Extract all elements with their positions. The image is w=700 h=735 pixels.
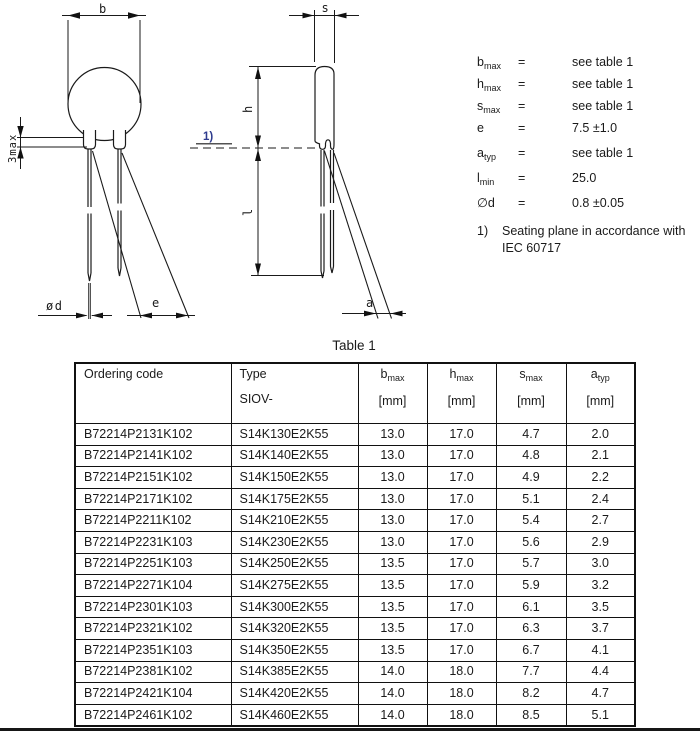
value-cell: 5.1 xyxy=(566,704,635,726)
ordering-code-cell: B72214P2381K102 xyxy=(75,661,231,683)
arrowhead-icon xyxy=(128,12,140,18)
varistor-disc-outline xyxy=(68,68,141,141)
equals-sign: = xyxy=(518,121,526,135)
splayed-lead-line xyxy=(325,151,379,319)
value-cell: 4.4 xyxy=(566,661,635,683)
legend-symbol: ∅d xyxy=(477,196,495,210)
value-cell: 17.0 xyxy=(427,639,496,661)
value-cell: 13.0 xyxy=(358,467,427,489)
arrowhead-icon xyxy=(76,313,88,319)
value-cell: 14.0 xyxy=(358,704,427,726)
value-cell: 5.7 xyxy=(496,553,566,575)
arrowhead-icon xyxy=(335,13,347,19)
arrowhead-icon xyxy=(391,311,403,317)
footer-rule xyxy=(0,728,700,731)
equals-sign: = xyxy=(518,77,526,91)
table-row xyxy=(75,424,635,446)
note-marker: 1) xyxy=(477,224,489,238)
value-cell: 13.0 xyxy=(358,424,427,446)
legend-row xyxy=(477,56,633,73)
value-cell: 17.0 xyxy=(427,445,496,467)
type-cell: S14K140E2K55 xyxy=(231,445,358,467)
table-body xyxy=(75,424,635,727)
col-header-type: Type SIOV- xyxy=(231,363,358,424)
value-cell: 13.5 xyxy=(358,575,427,597)
legend-value: 0.8 ±0.05 xyxy=(572,196,625,210)
dimension-drawings xyxy=(0,0,470,340)
type-cell: S14K150E2K55 xyxy=(231,467,358,489)
note-text: Seating plane in accordance with IEC 60717 xyxy=(502,224,686,255)
value-cell: 17.0 xyxy=(427,531,496,553)
value-cell: 2.0 xyxy=(566,424,635,446)
legend-symbol: $s_{max}$ xyxy=(477,99,501,115)
value-cell: 18.0 xyxy=(427,661,496,683)
value-cell: 18.0 xyxy=(427,683,496,705)
value-cell: 5.9 xyxy=(496,575,566,597)
ordering-code-cell: B72214P2151K102 xyxy=(75,467,231,489)
legend-row xyxy=(477,100,633,117)
value-cell: 14.0 xyxy=(358,661,427,683)
front-view-drawing xyxy=(7,2,195,319)
value-cell: 13.0 xyxy=(358,445,427,467)
col-header-smax: $s_{max}$ [mm] xyxy=(496,363,566,424)
table-row xyxy=(75,575,635,597)
table-row xyxy=(75,683,635,705)
arrowhead-icon xyxy=(255,149,261,161)
ordering-code-cell: B72214P2251K103 xyxy=(75,553,231,575)
dim-label-b: b xyxy=(99,2,107,16)
table-row xyxy=(75,618,635,640)
table-row xyxy=(75,445,635,467)
value-cell: 2.4 xyxy=(566,488,635,510)
value-cell: 6.7 xyxy=(496,639,566,661)
type-cell: S14K320E2K55 xyxy=(231,618,358,640)
legend-value: see table 1 xyxy=(572,99,634,113)
dim-label-e: e xyxy=(152,296,160,310)
type-cell: S14K130E2K55 xyxy=(231,424,358,446)
ordering-code-cell: B72214P2231K103 xyxy=(75,531,231,553)
arrowhead-icon xyxy=(68,12,80,18)
legend-symbol: $h_{max}$ xyxy=(477,77,501,93)
legend-value: see table 1 xyxy=(572,55,634,69)
col-header-hmax: $h_{max}$ [mm] xyxy=(427,363,496,424)
value-cell: 2.2 xyxy=(566,467,635,489)
dim-label-3max: 3max xyxy=(7,133,19,163)
splayed-lead-line xyxy=(334,153,392,319)
varistor-body-profile xyxy=(315,67,334,145)
arrowhead-icon xyxy=(255,136,261,148)
value-cell: 13.0 xyxy=(358,510,427,532)
value-cell: 13.5 xyxy=(358,618,427,640)
equals-sign: = xyxy=(518,55,526,69)
arrowhead-icon xyxy=(303,13,315,19)
table-row xyxy=(75,661,635,683)
value-cell: 4.7 xyxy=(496,424,566,446)
type-cell: S14K230E2K55 xyxy=(231,531,358,553)
legend-row xyxy=(477,172,633,189)
value-cell: 3.2 xyxy=(566,575,635,597)
value-cell: 3.0 xyxy=(566,553,635,575)
table-row xyxy=(75,531,635,553)
arrowhead-icon xyxy=(364,311,376,317)
type-cell: S14K275E2K55 xyxy=(231,575,358,597)
table-row xyxy=(75,467,635,489)
dimension-legend xyxy=(477,56,633,222)
value-cell: 17.0 xyxy=(427,553,496,575)
legend-value: see table 1 xyxy=(572,146,634,160)
value-cell: 14.0 xyxy=(358,683,427,705)
dimensions-table xyxy=(74,362,636,727)
value-cell: 5.6 xyxy=(496,531,566,553)
dim-label-s: s xyxy=(321,1,329,15)
ordering-code-cell: B72214P2211K102 xyxy=(75,510,231,532)
type-cell: S14K385E2K55 xyxy=(231,661,358,683)
ordering-code-cell: B72214P2301K103 xyxy=(75,596,231,618)
value-cell: 4.8 xyxy=(496,445,566,467)
side-view-drawing xyxy=(190,1,406,319)
legend-symbol: $b_{max}$ xyxy=(477,55,501,71)
ordering-code-cell: B72214P2351K103 xyxy=(75,639,231,661)
type-cell: S14K250E2K55 xyxy=(231,553,358,575)
equals-sign: = xyxy=(518,171,526,185)
lead-sleeve-right xyxy=(114,130,126,149)
value-cell: 17.0 xyxy=(427,575,496,597)
value-cell: 2.1 xyxy=(566,445,635,467)
value-cell: 3.7 xyxy=(566,618,635,640)
legend-symbol: $l_{min}$ xyxy=(477,171,495,187)
value-cell: 17.0 xyxy=(427,488,496,510)
legend-row xyxy=(477,197,633,214)
varistor-body-bottom xyxy=(315,140,334,150)
dim-label-l: l xyxy=(241,208,255,216)
type-cell: S14K420E2K55 xyxy=(231,683,358,705)
equals-sign: = xyxy=(518,196,526,210)
legend-symbol: $a_{typ}$ xyxy=(477,146,496,162)
front-leads xyxy=(88,150,121,282)
arrowhead-icon xyxy=(255,264,261,276)
value-cell: 5.4 xyxy=(496,510,566,532)
value-cell: 8.5 xyxy=(496,704,566,726)
value-cell: 17.0 xyxy=(427,596,496,618)
col-header-bmax: $b_{max}$ [mm] xyxy=(358,363,427,424)
dim-label-a: a xyxy=(366,296,374,310)
col-header-ordering-code: Ordering code xyxy=(75,363,231,424)
value-cell: 3.5 xyxy=(566,596,635,618)
value-cell: 6.3 xyxy=(496,618,566,640)
ordering-code-cell: B72214P2321K102 xyxy=(75,618,231,640)
arrowhead-icon xyxy=(255,67,261,79)
table-row xyxy=(75,510,635,532)
legend-value: 25.0 xyxy=(572,171,597,185)
value-cell: 17.0 xyxy=(427,467,496,489)
value-cell: 13.5 xyxy=(358,639,427,661)
arrowhead-icon xyxy=(176,313,188,319)
table-row xyxy=(75,704,635,726)
value-cell: 13.5 xyxy=(358,596,427,618)
type-cell: S14K300E2K55 xyxy=(231,596,358,618)
ordering-code-cell: B72214P2171K102 xyxy=(75,488,231,510)
value-cell: 18.0 xyxy=(427,704,496,726)
col-header-atyp: $a_{typ}$ [mm] xyxy=(566,363,635,424)
splayed-lead-line xyxy=(122,153,189,318)
value-cell: 5.1 xyxy=(496,488,566,510)
seating-plane-marker: 1) xyxy=(203,131,214,143)
ordering-code-cell: B72214P2131K102 xyxy=(75,424,231,446)
value-cell: 4.9 xyxy=(496,467,566,489)
ordering-code-cell: B72214P2141K102 xyxy=(75,445,231,467)
type-cell: S14K460E2K55 xyxy=(231,704,358,726)
value-cell: 17.0 xyxy=(427,618,496,640)
type-cell: S14K210E2K55 xyxy=(231,510,358,532)
ordering-code-cell: B72214P2461K102 xyxy=(75,704,231,726)
equals-sign: = xyxy=(518,99,526,113)
value-cell: 13.0 xyxy=(358,488,427,510)
value-cell: 13.5 xyxy=(358,553,427,575)
table-title: Table 1 xyxy=(332,338,376,353)
value-cell: 6.1 xyxy=(496,596,566,618)
value-cell: 2.7 xyxy=(566,510,635,532)
type-cell: S14K350E2K55 xyxy=(231,639,358,661)
lead-sleeve-left xyxy=(84,130,96,149)
table-row xyxy=(75,488,635,510)
value-cell: 4.7 xyxy=(566,683,635,705)
side-leads xyxy=(321,150,334,278)
legend-row xyxy=(477,122,633,139)
value-cell: 13.0 xyxy=(358,531,427,553)
value-cell: 17.0 xyxy=(427,510,496,532)
value-cell: 7.7 xyxy=(496,661,566,683)
value-cell: 2.9 xyxy=(566,531,635,553)
table-row xyxy=(75,553,635,575)
table-row xyxy=(75,639,635,661)
value-cell: 4.1 xyxy=(566,639,635,661)
ordering-code-cell: B72214P2271K104 xyxy=(75,575,231,597)
dim-label-od: ød xyxy=(46,299,64,313)
legend-value: see table 1 xyxy=(572,77,634,91)
legend-value: 7.5 ±1.0 xyxy=(572,121,618,135)
legend-row xyxy=(477,147,633,164)
legend-symbol: e xyxy=(477,121,484,135)
arrowhead-icon xyxy=(140,313,152,319)
table-row xyxy=(75,596,635,618)
ordering-code-cell: B72214P2421K104 xyxy=(75,683,231,705)
value-cell: 8.2 xyxy=(496,683,566,705)
equals-sign: = xyxy=(518,146,526,160)
table-header-row xyxy=(75,363,635,424)
seating-plane-note xyxy=(477,223,695,257)
type-cell: S14K175E2K55 xyxy=(231,488,358,510)
value-cell: 17.0 xyxy=(427,424,496,446)
legend-row xyxy=(477,78,633,95)
splayed-lead-line xyxy=(93,151,142,318)
dim-label-h: h xyxy=(241,105,255,113)
